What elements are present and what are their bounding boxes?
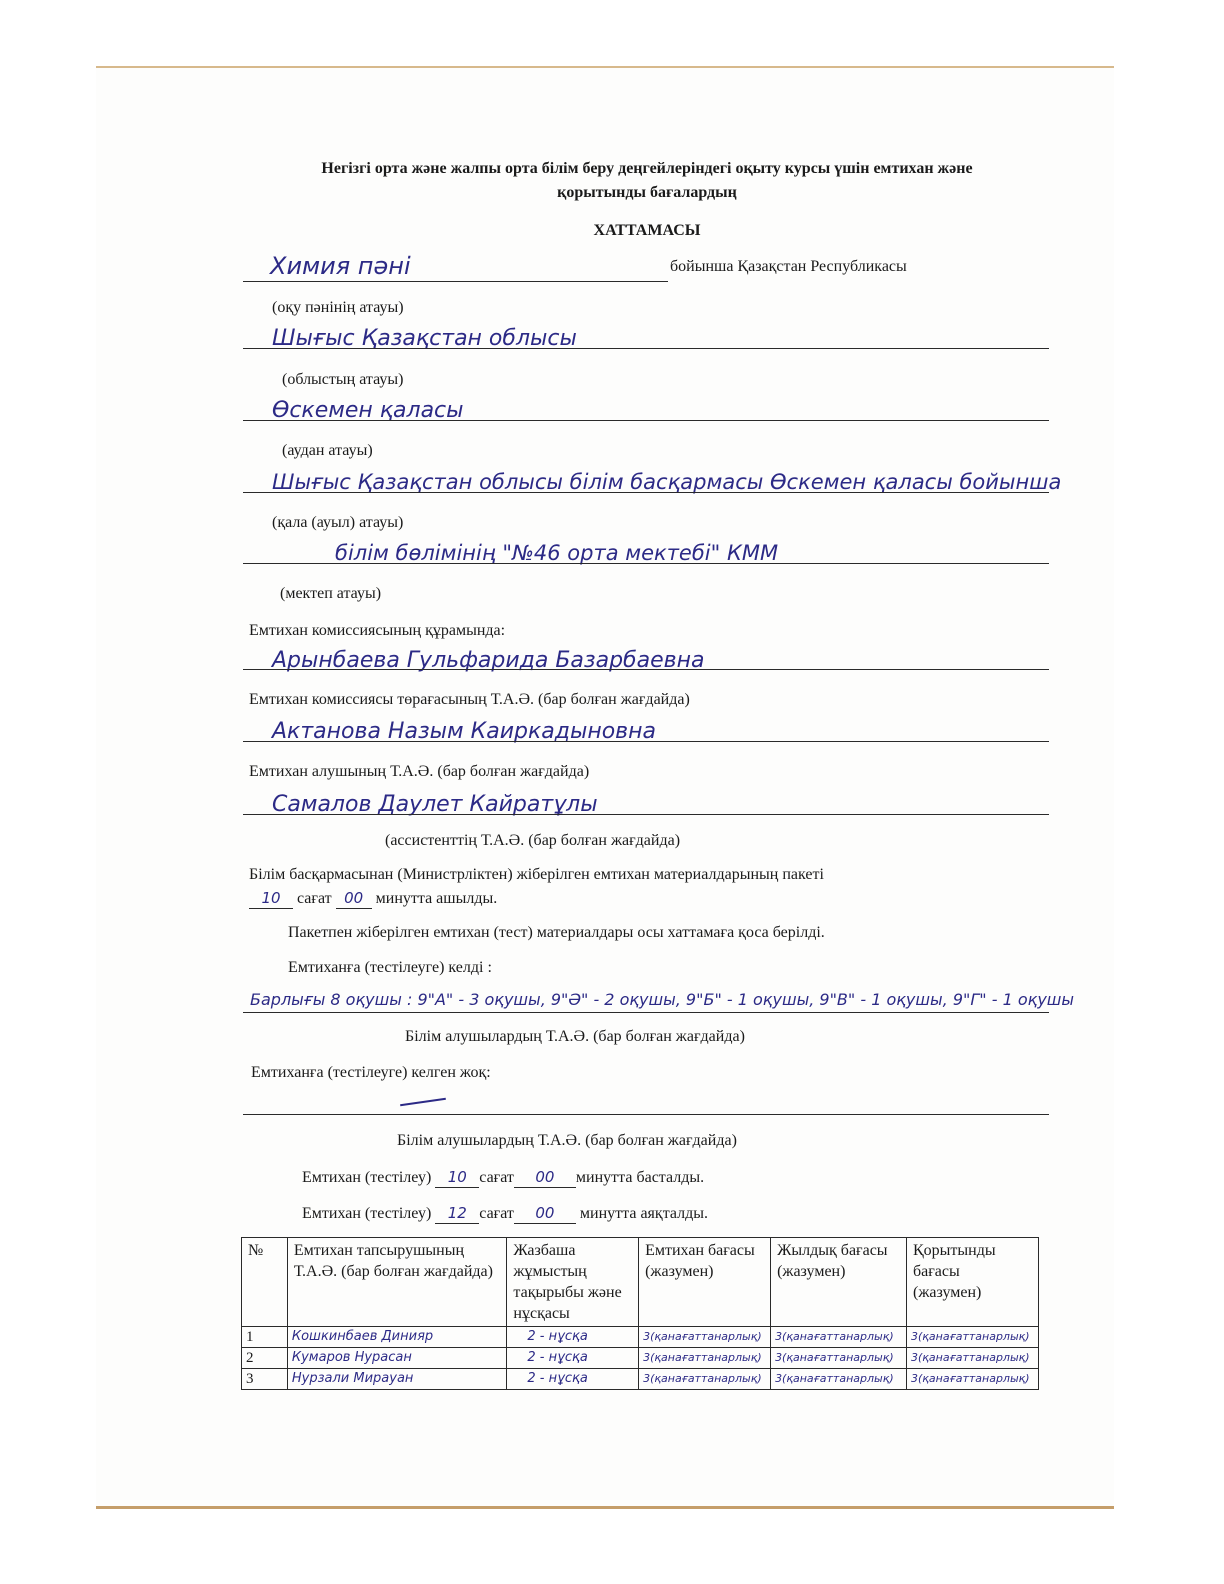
commission-member-line [243,669,1049,670]
exam-end-minute-blank [514,1204,576,1224]
row-variant: 2 - нұсқа [507,1348,639,1369]
district-line [243,420,1049,421]
row-student-name: Кумаров Нурасан [287,1348,507,1369]
row-variant: 2 - нұсқа [507,1327,639,1348]
assistant-caption: (ассистенттің Т.А.Ә. (бар болған жағдайда) [385,832,681,849]
package-opened-text: минутта ашылды. [375,890,498,907]
assistant-value: Самалов Даулет Кайратұлы [272,792,598,817]
row-annual-grade: 3(қанағаттанарлық) [771,1327,907,1348]
table-header-row [242,1238,1039,1327]
exam-start-prefix: Емтихан (тестілеу) [302,1169,432,1186]
exam-end-prefix: Емтихан (тестілеу) [302,1205,432,1222]
region-line [243,348,1049,349]
package-line1: Білім басқармасынан (Министрліктен) жіберілген емтихан материалдарының пакеті [249,866,824,883]
row-student-name: Кошкинбаев Динияр [287,1327,507,1348]
package-hour-value: 10 [261,889,281,907]
exam-end-minute-value: 00 [535,1204,555,1222]
exam-end-suffix: минутта аяқталды. [579,1205,708,1222]
commission-label: Емтихан комиссиясының құрамында: [249,622,506,639]
row-exam-grade: 3(қанағаттанарлық) [639,1369,771,1390]
package-opened-row [249,889,497,909]
row-final-grade: 3(қанағаттанарлық) [907,1348,1039,1369]
exam-end-hour-value: 12 [447,1204,467,1222]
row-number: 3 [242,1369,288,1390]
school-caption: (мектеп атауы) [280,585,382,602]
commission-member-value: Арынбаева Гульфарида Базарбаевна [272,648,705,673]
exam-end-hour-blank [435,1204,479,1224]
exam-start-hour-blank [435,1168,479,1188]
document-title-line2: қорытынды бағалардың [557,184,737,201]
header-student-name: Емтихан тапсырушының Т.А.Ә. (бар болған жағдайда) [287,1238,507,1327]
subject-caption: (оқу пәнінің атауы) [272,299,404,316]
package-minute-value: 00 [344,889,364,907]
exam-start-minute-value: 00 [535,1168,555,1186]
row-student-name: Нурзали Мирауан [287,1369,507,1390]
row-final-grade: 3(қанағаттанарлық) [907,1327,1039,1348]
chair-label: Емтихан комиссиясы төрағасының Т.А.Ә. (бар болған жағдайда) [249,691,690,708]
district-caption: (аудан атауы) [282,442,373,459]
row-number: 2 [242,1348,288,1369]
school-line [243,563,1049,564]
exam-end-hour-word: сағат [479,1205,514,1222]
row-number: 1 [242,1327,288,1348]
district-value: Өскемен қаласы [272,398,464,423]
table-row [242,1348,1039,1369]
exam-start-minute-blank [514,1168,576,1188]
row-annual-grade: 3(қанағаттанарлық) [771,1348,907,1369]
exam-start-hour-value: 10 [447,1168,467,1186]
absent-label: Емтиханға (тестілеуге) келген жоқ: [251,1064,491,1081]
header-final-grade: Қорытынды бағасы (жазумен) [907,1238,1039,1327]
present-caption: Білім алушылардың Т.А.Ә. (бар болған жағдайда) [405,1028,745,1045]
assistant-line [243,814,1049,815]
chair-line [243,741,1049,742]
absent-line [243,1114,1049,1115]
city-value: Шығыс Қазақстан облысы білім басқармасы Өскемен қаласы бойынша [272,470,1062,494]
header-number: № [242,1238,288,1327]
row-annual-grade: 3(қанағаттанарлық) [771,1369,907,1390]
results-table [241,1237,1039,1390]
present-value: Барлығы 8 оқушы : 9"А" - 3 оқушы, 9"Ә" - 2 оқушы, 9"Б" - 1 оқушы, 9"В" - 1 оқушы, 9"Г" - 1 оқушы [250,990,1075,1009]
school-value: білім бөлімінің "№46 орта мектебі" КММ [335,541,779,565]
package-attached-text: Пакетпен жіберілген емтихан (тест) материалдары осы хаттамаға қоса берілді. [288,924,825,941]
row-final-grade: 3(қанағаттанарлық) [907,1369,1039,1390]
protocol-heading: ХАТТАМАСЫ [593,222,701,239]
header-exam-grade: Емтихан бағасы (жазумен) [639,1238,771,1327]
city-caption: (қала (ауыл) атауы) [272,514,404,531]
header-written-work: Жазбаша жұмыстың тақырыбы және нұсқасы [507,1238,639,1327]
row-exam-grade: 3(қанағаттанарлық) [639,1327,771,1348]
package-hour-blank [249,889,293,909]
exam-start-hour-word: сағат [479,1169,514,1186]
package-hour-word: сағат [297,890,332,907]
subject-suffix: бойынша Қазақстан Республикасы [670,258,907,275]
exam-start-suffix: минутта басталды. [575,1169,705,1186]
document-title-line1: Негізгі орта және жалпы орта білім беру деңгейлеріндегі оқыту курсы үшін емтихан және [321,160,973,177]
examiner-label: Емтихан алушының Т.А.Ә. (бар болған жағдайда) [249,763,590,780]
present-line [243,1012,1049,1013]
city-line [243,492,1049,493]
region-value: Шығыс Қазақстан облысы [272,326,577,351]
present-label: Емтиханға (тестілеуге) келді : [288,959,492,976]
subject-line [243,281,668,282]
row-variant: 2 - нұсқа [507,1369,639,1390]
chair-value: Актанова Назым Каиркадыновна [272,719,656,744]
region-caption: (облыстың атауы) [282,371,404,388]
absent-caption: Білім алушылардың Т.А.Ә. (бар болған жағдайда) [397,1132,737,1149]
exam-end-row [302,1204,708,1224]
header-annual-grade: Жылдық бағасы (жазумен) [771,1238,907,1327]
table-row [242,1327,1039,1348]
package-minute-blank [336,889,372,909]
table-row [242,1369,1039,1390]
subject-value: Химия пәні [270,252,411,280]
exam-start-row [302,1168,704,1188]
row-exam-grade: 3(қанағаттанарлық) [639,1348,771,1369]
